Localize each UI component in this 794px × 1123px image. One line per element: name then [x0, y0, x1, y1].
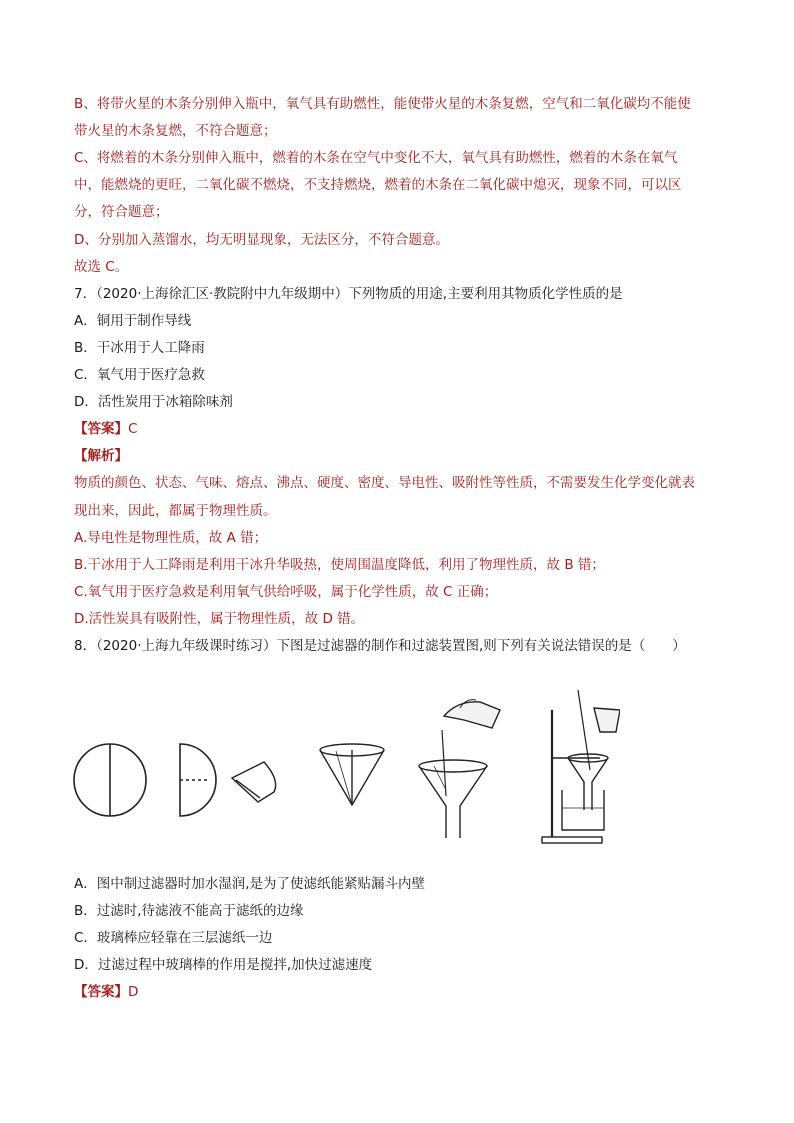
text-line: D、分别加入蒸馏水，均无明显现象，无法区分，不符合题意。 [74, 231, 449, 248]
text-line [74, 419, 734, 439]
text-line: B.干冰用于人工降雨是利用干冰升华吸热，使周围温度降低，利用了物理性质，故 B 错； [74, 556, 605, 573]
text-line: 7．（2020·上海徐汇区·教院附中九年级期中）下列物质的用途,主要利用其物质化学性质的是 [74, 285, 623, 302]
filter-apparatus-figure [60, 680, 620, 850]
answer-label: 【答案】 [74, 984, 128, 1001]
text-line: B．过滤时,待滤液不能高于滤纸的边缘 [74, 903, 304, 920]
text-line: B．干冰用于人工降雨 [74, 339, 205, 356]
text-line: C.氧气用于医疗急救是利用氧气供给呼吸，属于化学性质，故 C 正确； [74, 583, 498, 600]
filter-paper-circle [74, 744, 146, 816]
text-line: 中，能燃烧的更旺，二氧化碳不燃烧，不支持燃烧，燃着的木条在二氧化碳中熄灭，现象不同，可以区 [74, 177, 682, 194]
text-line: C．氧气用于医疗急救 [74, 367, 205, 383]
answer-value: D [128, 984, 139, 1001]
text-line: D．活性炭用于冰箱除味剂 [74, 394, 233, 411]
text-line: 故选 C。 [74, 258, 129, 275]
text-line: C．玻璃棒应轻靠在三层滤纸一边 [74, 930, 273, 947]
filter-paper-cone [320, 744, 384, 805]
text-line: A．铜用于制作导线 [74, 312, 192, 329]
text-line: 带火星的木条复燃，不符合题意； [74, 123, 277, 140]
filter-paper-quarter [232, 762, 276, 802]
text-line: 现出来，因此，都属于物理性质。 [74, 502, 277, 519]
text-line: B、将带火星的木条分别伸入瓶中，氧气具有助燃性，能使带火星的木条复燃，空气和二氧化碳均不能使 [74, 96, 691, 112]
text-line: C、将燃着的木条分别伸入瓶中，燃着的木条在空气中变化不大，氧气具有助燃性，燃着的木条在氧气 [74, 150, 678, 167]
funnel-with-rod [419, 700, 500, 838]
text-line: D.活性炭具有吸附性，属于物理性质，故 D 错。 [74, 610, 365, 627]
answer-value: C [128, 421, 138, 438]
filter-paper-half [180, 744, 216, 816]
text-line: A.导电性是物理性质，故 A 错； [74, 529, 268, 546]
text-line: 分，符合题意； [74, 204, 169, 221]
answer-label: 【答案】 [74, 421, 128, 438]
text-line: 【解析】 [74, 448, 128, 465]
text-line [74, 982, 734, 1002]
text-line: 8．（2020·上海九年级课时练习）下图是过滤器的制作和过滤装置图,则下列有关说法错误的是（ ） [74, 638, 686, 654]
text-line: 物质的颜色、状态、气味、熔点、沸点、硬度、密度、导电性、吸附性等性质，不需要发生化学变化就表 [74, 475, 695, 492]
text-line: A．图中制过滤器时加水湿润,是为了使滤纸能紧贴漏斗内壁 [74, 876, 426, 892]
text-line: D．过滤过程中玻璃棒的作用是搅拌,加快过滤速度 [74, 957, 373, 974]
filtration-stand [542, 690, 620, 843]
